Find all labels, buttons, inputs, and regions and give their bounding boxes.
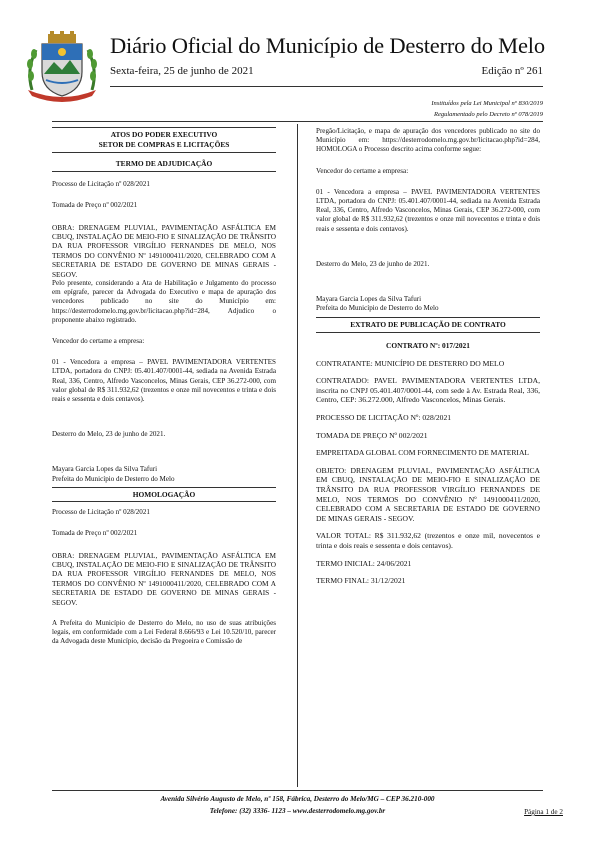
contract-number: CONTRATO Nº: 017/2021 — [386, 341, 470, 351]
section-header-purchasing: SETOR DE COMPRAS E LICITAÇÕES — [98, 140, 230, 149]
contracted-party: CONTRATADO: PAVEL PAVIMENTADORA VERTENTES LTDA, inscrita no CNPJ 05.401.407/0001-44, com sede à Av. Estrada Real, 336, Centro, CEP: 36.272.000, Alfredo Vasconcelos, Minas Gerais. — [316, 376, 540, 405]
contract-type: EMPREITADA GLOBAL COM FORNECIMENTO DE MATERIAL — [316, 448, 530, 458]
institution-law: Instituídos pela Lei Municipal nº 830/2019 — [431, 100, 543, 107]
column-divider — [297, 124, 298, 787]
footer-address: Avenida Silvério Augusto de Melo, nº 158, Fábrica, Desterro do Melo/MG – CEP 36.210-000 — [160, 795, 435, 803]
section-header-box — [52, 127, 276, 153]
works-description: OBRA: DRENAGEM PLUVIAL, PAVIMENTAÇÃO ASFÁLTICA EM CBUQ, INSTALAÇÃO DE MEIO-FIO E SINALIZAÇÃO DE TRÂNSITO DA RUA PROFESSOR VIRGÍLIO FERNANDES DE MELO, NOS TERMOS DO CONVÊNIO Nº 1491000411/2020, CELEBRADO COM A SECRETARIA DE ESTADO DE GOVERNO DE MINAS GERAIS - SEGOV. — [52, 222, 276, 279]
signer-role: Prefeita do Município de Desterro do Melo — [52, 474, 175, 483]
contract-object: OBJETO: DRENAGEM PLUVIAL, PAVIMENTAÇÃO ASFÁLTICA EM CBUQ, INSTALAÇÃO DE MEIO-FIO E SINALIZAÇÃO DE TRÂNSITO DA RUA PROFESSOR VIRGÍLIO FERNANDES DE MELO, NOS TERMOS DO CONVÊNIO Nº 1491000411/2020, CELEBRADO COM A SECRETARIA DE ESTADO DE GOVERNO DE MINAS GERAIS - SEGOV. — [316, 465, 540, 523]
winner-label-2: Vencedor do certame a empresa: — [316, 166, 409, 175]
issue-number: Edição nº 261 — [481, 65, 543, 77]
section-header-executive: ATOS DO PODER EXECUTIVO — [110, 130, 218, 139]
institution-note — [431, 98, 543, 120]
institution-decree: Regulamentado pelo Decreto nº 078/2019 — [433, 111, 543, 118]
homologation-title: HOMOLOGAÇÃO — [132, 489, 196, 499]
municipal-crest-icon — [22, 30, 102, 102]
issue-date: Sexta-feira, 25 de junho de 2021 — [110, 65, 254, 77]
contract-end: TERMO FINAL: 31/12/2021 — [316, 576, 406, 586]
adjudication-title: TERMO DE ADJUDICAÇÃO — [115, 159, 213, 168]
winner-label: Vencedor do certame a empresa: — [52, 337, 145, 346]
footer-rule — [52, 790, 543, 791]
header-rule — [110, 86, 543, 87]
signer-role-2: Prefeita do Município de Desterro do Melo — [316, 304, 439, 313]
works-description-2: OBRA: DRENAGEM PLUVIAL, PAVIMENTAÇÃO ASFÁLTICA EM CBUQ, INSTALAÇÃO DE MEIO-FIO E SINALIZAÇÃO DE TRÂNSITO DA RUA PROFESSOR VIRGÍLIO FERNANDES DE MELO, NOS TERMOS DO CONVÊNIO Nº 1491000411/2020, CELEBRADO COM A SECRETARIA DE ESTADO DE GOVERNO DE MINAS GERAIS - SEGOV. — [52, 550, 276, 607]
footer-contact: Telefone: (32) 3336- 1123 – www.desterrodomelo.mg.gov.br — [209, 807, 386, 815]
signer-name-2: Mayara Garcia Lopes da Silva Tafuri — [316, 295, 422, 304]
newspaper-title: Diário Oficial do Município de Desterro do Melo — [110, 33, 545, 58]
signer-name: Mayara Garcia Lopes da Silva Tafuri — [52, 465, 158, 474]
page-number: Página 1 de 2 — [524, 808, 563, 816]
process-number-2: Processo de Licitação nº 028/2021 — [52, 508, 150, 517]
contract-extract-title: EXTRATO DE PUBLICAÇÃO DE CONTRATO — [316, 317, 540, 333]
homologation-rule-bottom — [52, 501, 276, 502]
adjudication-text: Pelo presente, considerando a Ata de Habilitação e Julgamento do processo em epígrafe, parecer da Advogada do Executivo e mapa de apuração dos vencedores publicado no site do Município em: https://desterrodomelo.mg.gov.br/licitacao.php?id=284, Adjudico o proponente abaixo registrado. — [52, 279, 276, 324]
adjudication-rule — [52, 171, 276, 172]
place-date: Desterro do Melo, 23 de junho de 2021. — [52, 430, 166, 439]
price-quote-number-2: Tomada de Preço nº 002/2021 — [52, 529, 138, 538]
right-column — [316, 127, 540, 586]
homologation-rule-top — [52, 487, 276, 488]
winner-company-2: 01 - Vencedora a empresa – PAVEL PAVIMENTADORA VERTENTES LTDA, portadora do CNPJ: 05.401.407/0001-44, sediada na Avenida Estrada Real, 336, Centro, Alfredo Vasconcelos, Minas Gerais, CEP 36.272-000, com valor global de R$ 311.932,62 (trezentos e onze mil novecentos e trinta e dois reais e sessenta e dois centavos). — [316, 187, 540, 233]
contract-start: TERMO INICIAL: 24/06/2021 — [316, 558, 412, 568]
left-column — [52, 127, 276, 647]
contract-price-quote: TOMADA DE PREÇO Nº 002/2021 — [316, 430, 428, 440]
place-date-2: Desterro do Melo, 23 de junho de 2021. — [316, 259, 430, 268]
contract-process: PROCESSO DE LICITAÇÃO Nº: 028/2021 — [316, 413, 452, 423]
price-quote-number: Tomada de Preço nº 002/2021 — [52, 201, 138, 210]
homologation-continued: Pregão/Licitação, e mapa de apuração dos vencedores publicado no site do Município em: https://desterrodomelo.mg.gov.br/licitacao.php?id=284, HOMOLOGA o Processo descrito acima conforme segue: — [316, 127, 540, 154]
process-number: Processo de Licitação nº 028/2021 — [52, 180, 150, 189]
mayor-text: A Prefeita do Município de Desterro do Melo, no uso de suas atribuições legais, em conformidade com a Lei Federal 8.666/93 e Lei 10.520/10, parecer da Advogada deste Município, decisão da Pregoeira e Comissão de — [52, 618, 276, 646]
winner-company: 01 - Vencedora a empresa – PAVEL PAVIMENTADORA VERTENTES LTDA, portadora do CNPJ: 05.401.407/0001-44, sediada na Avenida Estrada Real, 336, Centro, Alfredo Vasconcelos, Minas Gerais, CEP 36.272-000, com valor global de R$ 311.932,62 (trezentos e onze mil novecentos e trinta e dois reais e sessenta e dois centavos). — [52, 358, 276, 404]
header-divider — [52, 121, 543, 122]
contracting-party: CONTRATANTE: MUNICÍPIO DE DESTERRO DO MELO — [316, 358, 505, 368]
contract-value: VALOR TOTAL: R$ 311.932,62 (trezentos e onze mil, novecentos e trinta e dois reais e sessenta e dois centavos). — [316, 531, 540, 550]
